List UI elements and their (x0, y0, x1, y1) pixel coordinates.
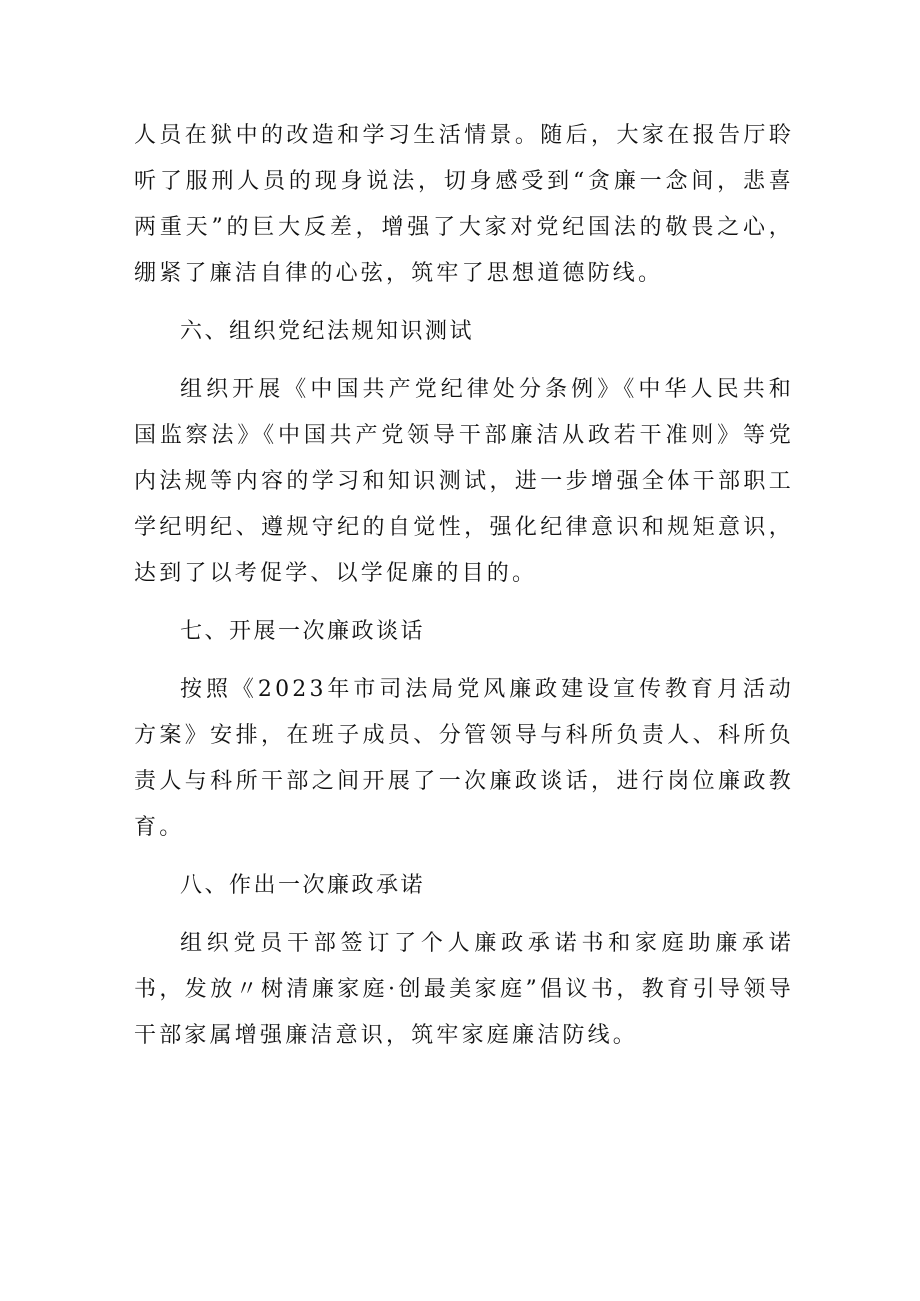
paragraph-integrity-pledge: 组织党员干部签订了个人廉政承诺书和家庭助廉承诺书，发放〃树清廉家庭·创最美家庭”倡议书，教育引导领导干部家属增强廉洁意识，筑牢家庭廉洁防线。 (134, 931, 794, 1048)
paragraph-continuation: 人员在狱中的改造和学习生活情景。随后，大家在报告厅聆听了服刑人员的现身说法，切身感受到“贪廉一念间，悲喜两重天”的巨大反差，增强了大家对党纪国法的敬畏之心，绷紧了廉洁自律的心弦，筑牢了思想道德防线。 (134, 123, 794, 286)
section-heading-seven: 七、开展一次廉政谈话 (180, 619, 426, 644)
paragraph-integrity-talk: 按照《2023年市司法局党风廉政建设宣传教育月活动方案》安排，在班子成员、分管领导与科所负责人、科所负责人与科所干部之间开展了一次廉政谈话，进行岗位廉政教育。 (134, 677, 794, 840)
section-heading-eight: 八、作出一次廉政承诺 (180, 873, 426, 898)
paragraph-knowledge-test: 组织开展《中国共产党纪律处分条例》《中华人民共和国监察法》《中国共产党领导干部廉洁从政若干准则》等党内法规等内容的学习和知识测试，进一步增强全体干部职工学纪明纪、遵规守纪的自觉性，强化纪律意识和规矩意识，达到了以考促学、以学促廉的目的。 (134, 377, 794, 586)
section-heading-six: 六、组织党纪法规知识测试 (180, 319, 475, 344)
document-body (134, 113, 794, 1059)
